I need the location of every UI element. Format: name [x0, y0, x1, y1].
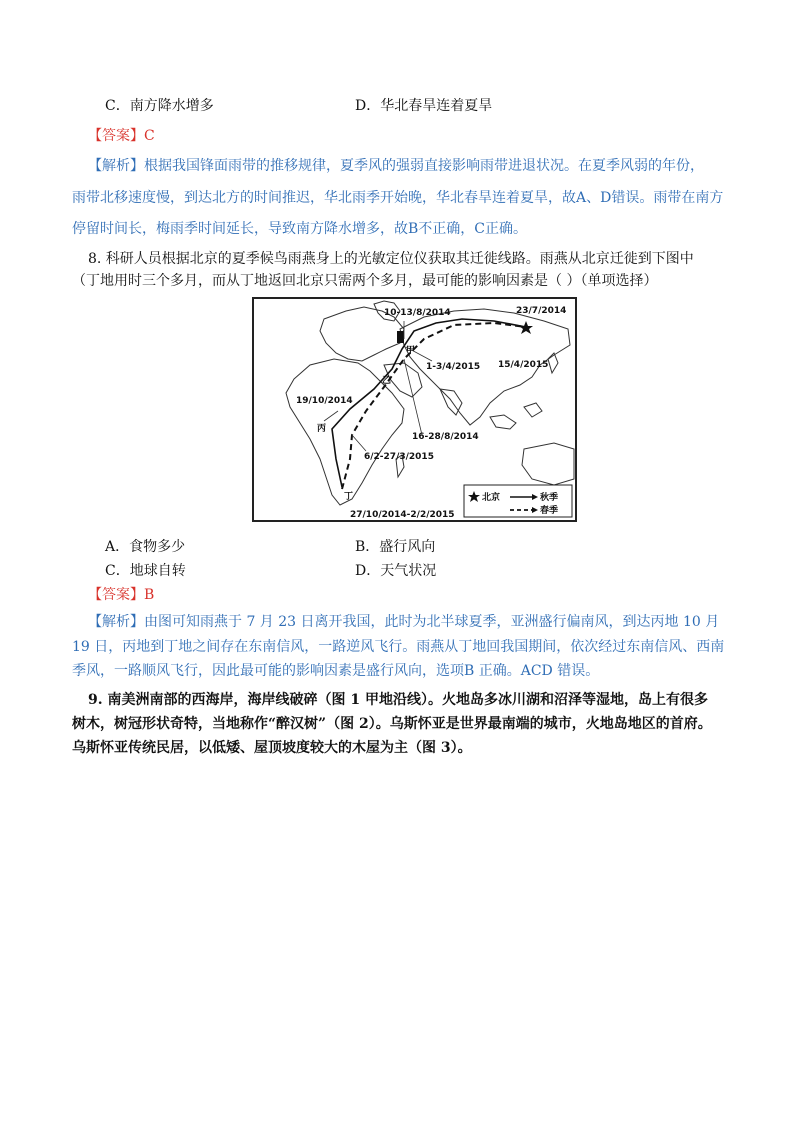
label-date-6: 16-28/8/2014 [412, 432, 479, 442]
label-date-1: 10-13/8/2014 [384, 308, 451, 318]
q9-line-3: 乌斯怀亚传统民居，以低矮、屋顶坡度较大的木屋为主（图 3）。 [72, 740, 472, 756]
label-place-ding: 丁 [344, 492, 354, 502]
q7-analysis-line-1 [88, 156, 704, 176]
q7-analysis-line-2: 雨带北移速度慢，到达北方的时间推迟，华北雨季开始晚，华北春旱连着夏旱，故A、D错误。雨带在南方 [72, 190, 724, 206]
sea-islands-outline [490, 403, 542, 429]
q8-analysis-line-1 [88, 612, 719, 632]
label-date-7: 6/2-27/3/2015 [364, 452, 434, 462]
legend-autumn: 秋季 [540, 493, 559, 503]
label-date-8: 27/10/2014-2/2/2015 [350, 510, 455, 520]
legend-beijing: 北京 [482, 493, 501, 503]
q7-analysis-text-1: 根据我国锋面雨带的推移规律，夏季风的强弱直接影响雨带进退状况。在夏季风弱的年份， [144, 158, 704, 174]
australia-outline [522, 443, 574, 485]
q8-analysis-tag: 【解析】 [88, 614, 144, 630]
q7-option-c: C．南方降水增多 [105, 98, 214, 114]
q8-stem-line-1: 8. 科研人员根据北京的夏季候鸟雨燕身上的光敏定位仪获取其迁徙线路。雨燕从北京迁徙到下图中 [88, 251, 694, 267]
q8-analysis-line-3: 季风，一路顺风飞行，因此最可能的影响因素是盛行风向，选项B 正确。ACD 错误。 [72, 663, 600, 679]
migration-map [252, 297, 577, 522]
q8-analysis-line-2: 19 日，丙地到丁地之间存在东南信风，一路逆风飞行。雨燕从丁地回我国期间，依次经过东南信风、西南 [72, 639, 725, 655]
q8-option-d: D．天气状况 [355, 563, 437, 579]
migration-map-svg [254, 299, 575, 520]
q7-analysis-line-3: 停留时间长，梅雨季时间延长，导致南方降水增多，故B不正确，C正确。 [72, 221, 527, 237]
label-place-jia: 甲 [406, 346, 416, 356]
q8-option-a: A．食物多少 [105, 539, 186, 555]
q8-answer-value: B [144, 587, 155, 603]
q7-answer [88, 126, 155, 146]
label-place-bing: 丙 [317, 424, 327, 434]
q8-answer-tag: 【答案】 [88, 587, 144, 603]
legend-spring: 春季 [540, 506, 559, 516]
q8-analysis-text-1: 由图可知雨燕于 7 月 23 日离开我国，此时为北半球夏季，亚洲盛行偏南风，到达丙地 10 月 [144, 614, 720, 630]
label-date-5: 19/10/2014 [296, 396, 353, 406]
q7-answer-tag: 【答案】 [88, 128, 144, 144]
spring-route [342, 323, 526, 489]
q8-stem-line-2: （丁地用时三个多月，而从丁地返回北京只需两个多月，最可能的影响因素是（ ）（单项选择） [72, 273, 658, 289]
q7-answer-value: C [144, 128, 155, 144]
q8-option-b: B．盛行风向 [355, 539, 436, 555]
q7-analysis-tag: 【解析】 [88, 158, 144, 174]
q8-option-c: C．地球自转 [105, 563, 186, 579]
region-jia-mark [397, 331, 404, 343]
label-date-2: 23/7/2014 [516, 306, 567, 316]
q9-line-1: 9. 南美洲南部的西海岸，海岸线破碎（图 1 甲地沿线）。火地岛多冰川湖和沼泽等湿地，岛上有很多 [88, 692, 708, 708]
label-date-3: 1-3/4/2015 [426, 362, 481, 372]
q9-line-2: 树木，树冠形状奇特，当地称作“醉汉树”（图 2）。乌斯怀亚是世界最南端的城市，火地岛地区的首府。 [72, 716, 712, 732]
q7-option-d: D．华北春旱连着夏旱 [355, 98, 493, 114]
q8-answer [88, 585, 154, 605]
label-date-4: 15/4/2015 [498, 360, 549, 370]
beijing-star-icon [519, 321, 533, 334]
label-place-yi: 乙 [382, 376, 392, 386]
